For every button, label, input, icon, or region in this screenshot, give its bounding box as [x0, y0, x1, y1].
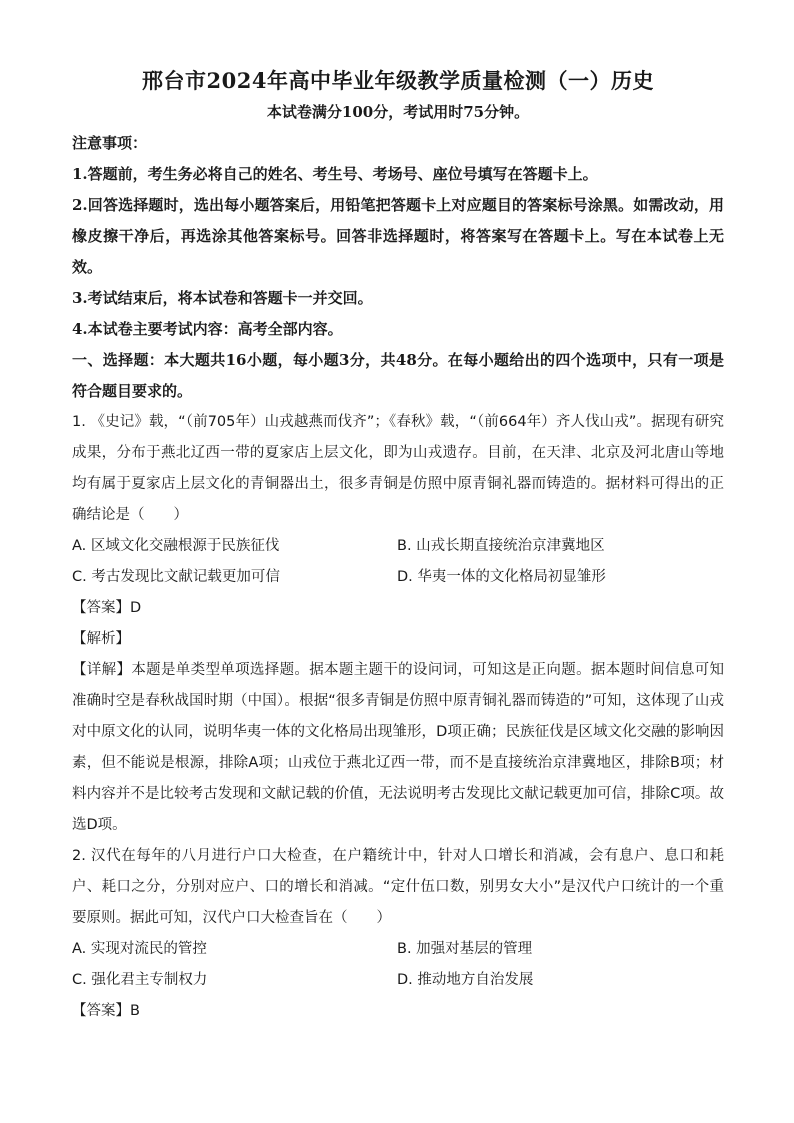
answer-value: D	[130, 600, 142, 616]
analysis-line	[72, 624, 724, 655]
question-options	[72, 531, 724, 593]
section-heading: 一、选择题：本大题共16小题，每小题3分，共48分。在每小题给出的四个选项中，只有一项是符合题目要求的。	[72, 351, 724, 400]
answer-line	[72, 593, 724, 624]
option-b: B. 加强对基层的管理	[397, 941, 533, 957]
exam-info: 本试卷满分100分，考试用时75分钟。	[266, 103, 530, 121]
option-a: A. 区域文化交融根源于民族征伐	[72, 538, 280, 554]
answer-value: B	[130, 1003, 140, 1019]
detail-tag: 【详解】	[72, 662, 132, 678]
exam-page	[72, 66, 724, 1027]
notice-item: 4.本试卷主要考试内容：高考全部内容。	[72, 320, 343, 338]
notice-item: 1.答题前，考生务必将自己的姓名、考生号、考场号、座位号填写在答题卡上。	[72, 165, 598, 183]
notice-heading: 注意事项：	[72, 134, 148, 152]
analysis-tag: 【解析】	[72, 631, 130, 647]
question-options	[72, 934, 724, 996]
option-a: A. 实现对流民的管控	[72, 941, 207, 957]
answer-line	[72, 996, 724, 1027]
notice-item: 2.回答选择题时，选出每小题答案后，用铅笔把答题卡上对应题目的答案标号涂黑。如需改动，用橡皮擦干净后，再选涂其他答案标号。回答非选择题时，将答案写在答题卡上。写在本试卷上无效。	[72, 196, 724, 276]
notice-item: 3.考试结束后，将本试卷和答题卡一并交回。	[72, 289, 373, 307]
option-d: D. 推动地方自治发展	[397, 972, 534, 988]
option-d: D. 华夷一体的文化格局初显雏形	[397, 569, 606, 585]
answer-tag: 【答案】	[72, 1003, 130, 1019]
question-stem: 2. 汉代在每年的八月进行户口大检查，在户籍统计中，针对人口增长和消减，会有息户、息口和耗户、耗口之分，分别对应户、口的增长和消减。“定什伍口数，别男女大小”是汉代户口统计的一个重要原则。据此可知，汉代户口大检查旨在（ ）	[72, 848, 724, 926]
detail-text: 本题是单类型单项选择题。据本题主题干的设问词，可知这是正向题。据本题时间信息可知准确时空是春秋战国时期（中国）。根据“很多青铜是仿照中原青铜礼器而铸造的”可知，这体现了山戎对中原文化的认同，说明华夷一体的文化格局出现雏形，D项正确；民族征伐是区域文化交融的影响因素，但不能说是根源，排除A项；山戎位于燕北辽西一带，而不是直接统治京津冀地区，排除B项；材料内容并不是比较考古发现和文献记载的价值，无法说明考古发现比文献记载更加可信，排除C项。故选D项。	[72, 662, 725, 833]
question-stem: 1. 《史记》载，“（前705年）山戎越燕而伐齐”；《春秋》载，“（前664年）齐人伐山戎”。据现有研究成果，分布于燕北辽西一带的夏家店上层文化，即为山戎遗存。目前，在天津、北京及河北唐山等地均有属于夏家店上层文化的青铜器出土，很多青铜是仿照中原青铜礼器而铸造的。据材料可得出的正确结论是（ ）	[72, 414, 724, 523]
option-b: B. 山戎长期直接统治京津冀地区	[397, 538, 605, 554]
page-title: 邢台市2024年高中毕业年级教学质量检测（一）历史	[142, 68, 654, 93]
option-c: C. 考古发现比文献记载更加可信	[72, 569, 280, 585]
answer-tag: 【答案】	[72, 600, 130, 616]
detail-paragraph	[72, 655, 724, 841]
option-c: C. 强化君主专制权力	[72, 972, 208, 988]
